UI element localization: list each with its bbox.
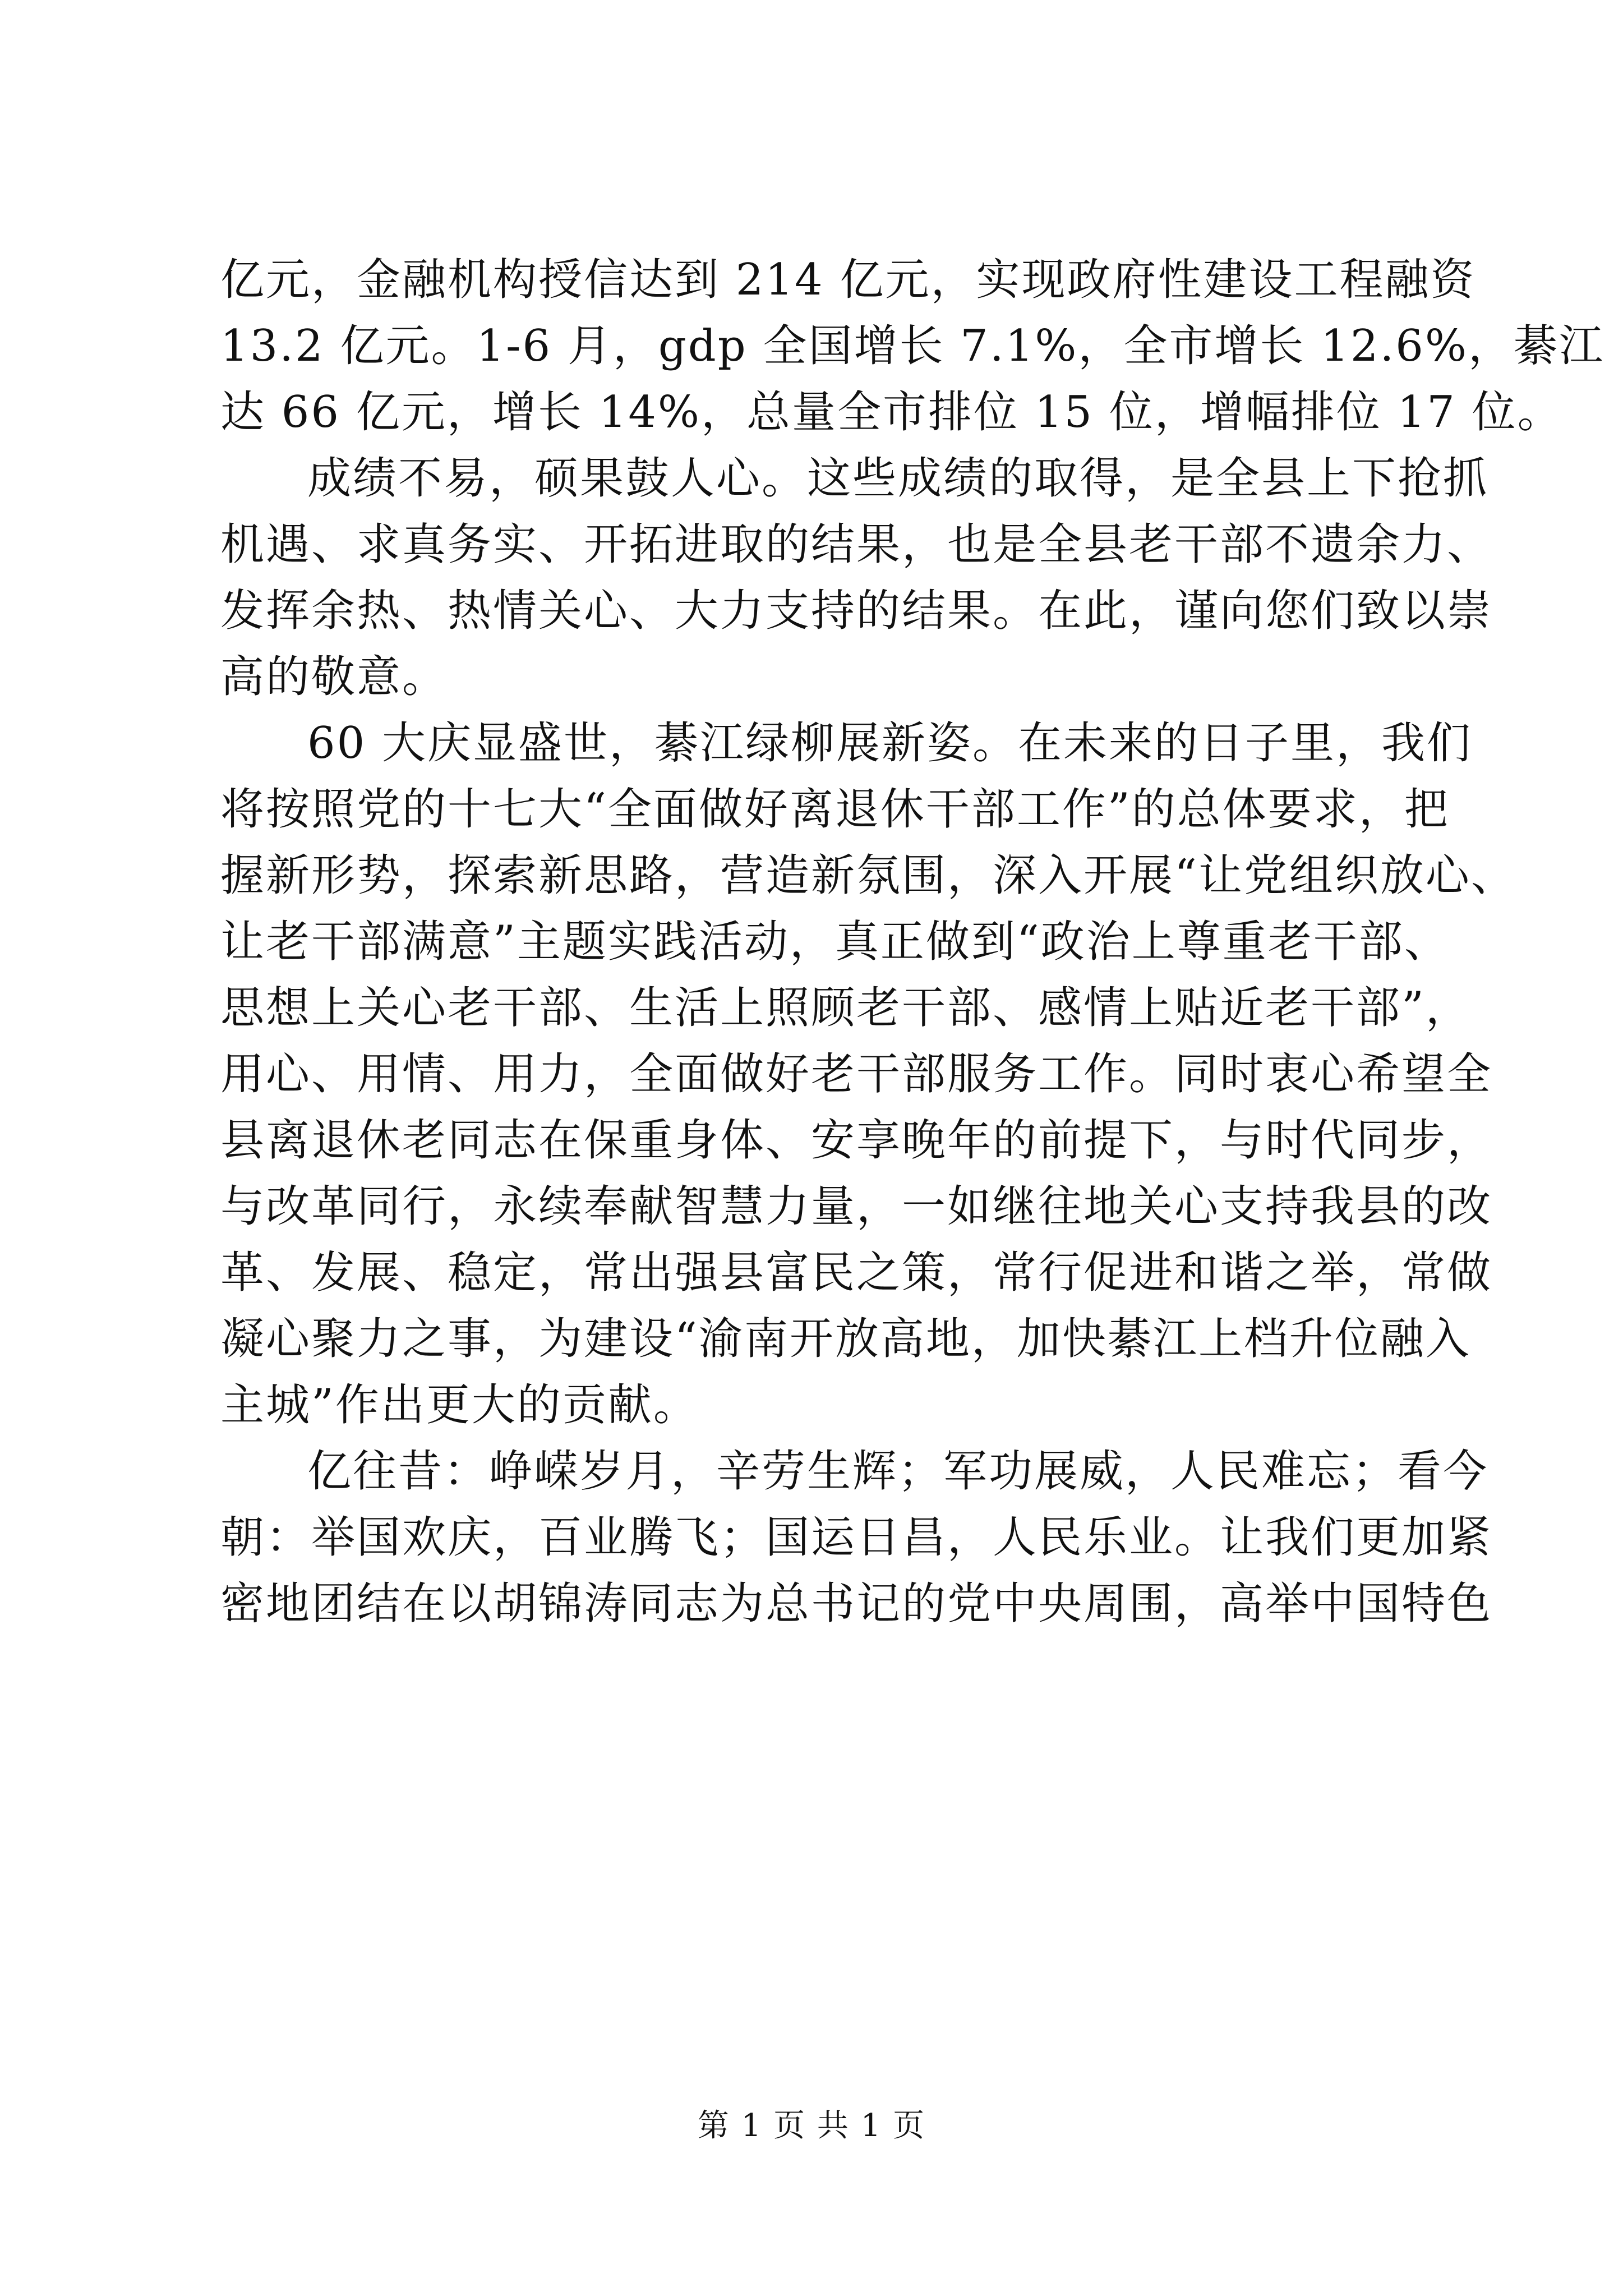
- page-footer: 第 1 页 共 1 页: [697, 2108, 926, 2144]
- text-line: 亿元，金融机构授信达到 214 亿元，实现政府性建设工程融资: [220, 255, 1476, 305]
- text-line: 高的敬意。: [220, 652, 448, 702]
- text-line: 思想上关心老干部、生活上照顾老干部、感情上贴近老干部”，: [220, 983, 1471, 1033]
- text-line: 革、发展、稳定，常出强县富民之策，常行促进和谐之举，常做: [220, 1248, 1493, 1298]
- text-line: 与改革同行，永续奉献智慧力量，一如继往地关心支持我县的改: [220, 1181, 1493, 1232]
- paragraph-start-line: 亿往昔：峥嵘岁月，辛劳生辉；军功展威，人民难忘；看今: [307, 1446, 1489, 1497]
- text-line: 握新形势，探索新思路，营造新氛围，深入开展“让党组织放心、: [220, 850, 1516, 901]
- text-line: 凝心聚力之事，为建设“渝南开放高地，加快綦江上档升位融入: [220, 1314, 1471, 1364]
- text-line: 达 66 亿元，增长 14%，总量全市排位 15 位，增幅排位 17 位。: [220, 387, 1563, 438]
- text-line: 机遇、求真务实、开拓进取的结果，也是全县老干部不遗余力、: [220, 519, 1493, 570]
- text-line: 将按照党的十七大“全面做好离退休干部工作”的总体要求，把: [220, 784, 1450, 835]
- paragraph-start-line: 成绩不易，硕果鼓人心。这些成绩的取得，是全县上下抢抓: [307, 453, 1489, 504]
- document-body: [220, 247, 1604, 1637]
- text-line: 朝：举国欢庆，百业腾飞；国运日昌，人民乐业。让我们更加紧: [220, 1512, 1493, 1563]
- text-line: 让老干部满意”主题实践活动，真正做到“政治上尊重老干部、: [220, 917, 1450, 967]
- text-line: 发挥余热、热情关心、大力支持的结果。在此，谨向您们致以崇: [220, 586, 1493, 636]
- text-line: 用心、用情、用力，全面做好老干部服务工作。同时衷心希望全: [220, 1049, 1493, 1099]
- text-line: 13.2 亿元。1-6 月，gdp 全国增长 7.1%，全市增长 12.6%，綦江: [220, 321, 1604, 371]
- text-line: 县离退休老同志在保重身体、安享晚年的前提下，与时代同步，: [220, 1115, 1493, 1166]
- text-line: 密地团结在以胡锦涛同志为总书记的党中央周围，高举中国特色: [220, 1579, 1493, 1629]
- paragraph-start-line: 60 大庆显盛世，綦江绿柳展新姿。在未来的日子里，我们: [307, 718, 1473, 769]
- text-line: 主城”作出更大的贡献。: [220, 1380, 699, 1430]
